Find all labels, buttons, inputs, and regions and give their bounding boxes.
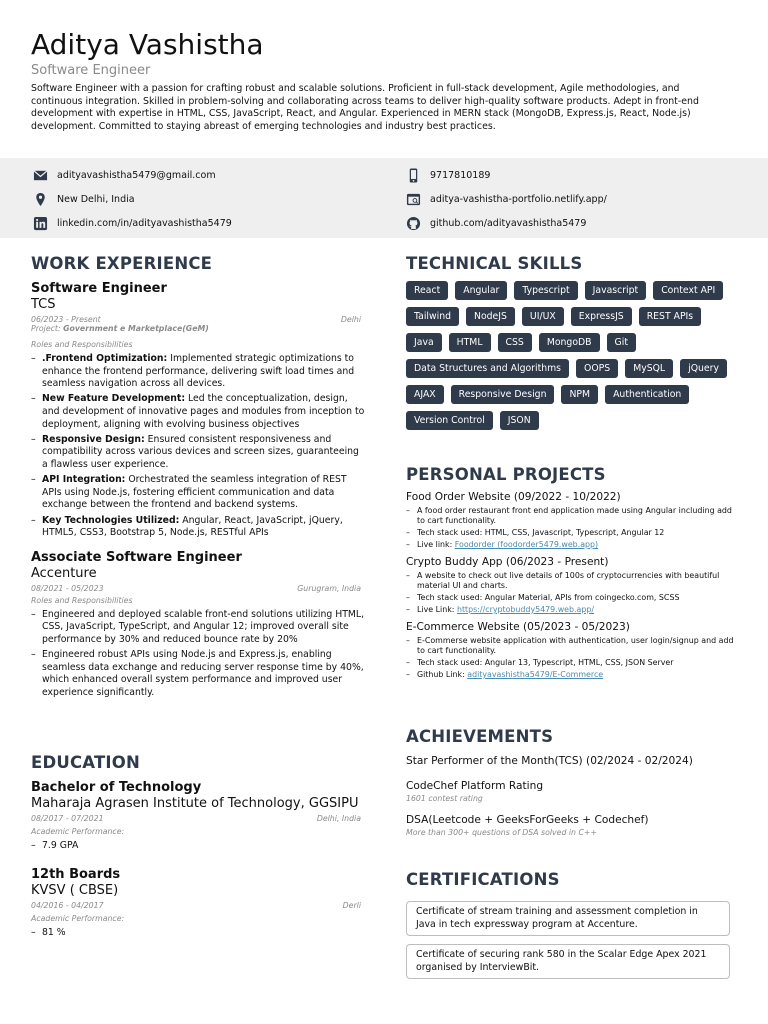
contact-portfolio[interactable] [406,192,607,207]
list-item: – E-Commerse website application with authentication, user login/signup and add to cart functionality. [406,636,736,656]
education-section [31,753,366,942]
bullet-text: Implemented strategic optimizations to enhance the frontend performance, delivering swift load times and seamless navigation across all devices. [42,353,355,390]
project-details [406,571,736,615]
list-item: – Tech stack used: HTML, CSS, Javascript, Typescript, Angular 12 [406,528,736,538]
degree-name: 12th Boards [31,866,121,882]
mobile-phone-icon [406,168,421,183]
project-live-link[interactable]: Foodorder (foodorder5479.web.app) [454,540,599,549]
skill-tag: HTML [449,333,491,352]
project-title: Food Order Website (09/2022 - 10/2022) [406,491,621,503]
project-entry [406,556,736,615]
full-name: Aditya Vashistha [31,28,264,61]
achievement-title: DSA(Leetcode + GeeksForGeeks + Codechef) [406,814,649,826]
education-meta [31,901,361,910]
contact-linkedin[interactable] [33,216,232,231]
project-details [406,636,736,680]
linkedin-icon [33,216,48,231]
email-text: adityavashistha5479@gmail.com [57,170,216,181]
roles-label: Roles and Responsibilities [31,595,133,605]
achievement-desc: 1601 contest rating [406,794,483,803]
link-label: Github Link: [417,670,468,679]
skill-tag: AJAX [406,385,444,404]
link-label: Live Link: [417,605,457,614]
contact-phone[interactable] [406,168,490,183]
job-bullets [31,353,366,540]
academic-performance-label: Academic Performance: [31,827,125,836]
school-name: Maharaja Agrasen Institute of Technology, GGSIPU [31,796,359,811]
skill-tag: UI/UX [522,307,564,326]
certifications-heading: CERTIFICATIONS [406,870,560,889]
skill-tag: Git [607,333,636,352]
certificate-card: Certificate of stream training and assessment completion in Java in tech expressway program at Accenture. [406,901,730,936]
personal-projects-section [406,465,736,682]
linkedin-text: linkedin.com/in/adityavashistha5479 [57,218,232,229]
browser-window-icon [406,192,421,207]
job-title: Software Engineer [31,281,167,296]
education-meta [31,814,361,823]
project-github-link[interactable]: adityavashistha5479/E-Commerce [467,670,604,679]
skill-tag: Java [406,333,442,352]
job-title: Associate Software Engineer [31,549,242,565]
skills-tags [406,281,736,437]
contact-email[interactable] [33,168,216,183]
list-item: – A food order restaurant front end application made using Angular including add to cart functionality. [406,506,736,526]
job-entry [31,550,366,700]
job-meta [31,584,361,593]
achievement-desc: More than 300+ questions of DSA solved in C++ [406,828,597,837]
job-location: Gurugram, India [297,583,361,593]
bullet-text: Orchestrated the seamless integration of REST APIs using Node.js, fostering efficient communication and data exchange between the frontend and backend systems. [42,474,347,511]
job-entry [31,281,366,540]
education-dates: 04/2016 - 04/2017 [31,900,104,910]
degree-name: Bachelor of Technology [31,780,202,795]
education-heading: EDUCATION [31,753,140,772]
achievement-title: CodeChef Platform Rating [406,780,544,792]
github-text: github.com/adityavashistha5479 [430,218,587,229]
project-name: Government e Marketplace(GeM) [63,324,209,333]
skill-tag: NodeJS [466,307,515,326]
skill-tag: React [406,281,448,300]
list-item: – 81 % [31,927,366,940]
bullet-label: New Feature Development: [42,393,186,405]
project-label: Project: [31,324,64,333]
skill-tag: Data Structures and Algorithms [406,359,569,378]
list-item [406,670,736,680]
skill-tag: MongoDB [539,333,600,352]
project-live-link[interactable]: https://cryptobuddy5479.web.app/ [456,605,595,614]
list-item: – Engineered robust APIs using Node.js and Express.js, enabling seamless data exchange and reducing server response time by 40%, which enhanced overall system performance and improved user experience significantly. [31,649,366,699]
achievements-heading: ACHIEVEMENTS [406,727,554,746]
achievement-entry [406,780,736,804]
education-dates: 08/2017 - 07/2021 [31,814,104,823]
school-name: KVSV ( CBSE) [31,882,119,898]
academic-performance-label: Academic Performance: [31,913,125,923]
skill-tag: Angular [455,281,507,300]
portfolio-text: aditya-vashistha-portfolio.netlify.app/ [430,194,607,205]
skill-tag: Tailwind [406,307,459,326]
profile-summary: Software Engineer with a passion for crafting robust and scalable solutions. Proficient in full-stack development, Agile methodologies, and continuous integration. Skilled in problem-solving and collaborating across teams to deliver high-quality software products. Adept in front-end development with expertise in HTML, CSS, JavaScript, React, and Angular. Experienced in MERN stack (MongoDB, Express.js, React, Node.js) development. Committed to staying abreast of emerging technologies and industry best practices. [31,83,699,132]
bullet-text: Ensured consistent responsiveness and compatibility across various devices and screen sizes, guaranteeing a flawless user experience. [42,433,359,470]
skill-tag: Version Control [406,411,493,430]
work-experience-section [31,254,366,702]
link-label: Live link: [417,540,455,549]
skill-tag: jQuery [680,359,727,378]
list-item [406,605,736,615]
education-bullets [31,927,366,940]
skill-tag: NPM [561,385,598,404]
list-item: – Tech stack used: Angular 13, Typescript, HTML, CSS, JSON Server [406,658,736,668]
list-item: – A website to check out live details of 100s of cryptocurrencies with beautiful material UI and charts. [406,571,736,591]
education-entry [31,867,366,940]
project-entry [406,621,736,680]
job-location: Delhi [340,315,361,324]
bullet-label: Key Technologies Utilized: [42,514,180,526]
skill-tag: Authentication [605,385,689,404]
job-meta [31,315,361,324]
list-item: – Engineered and deployed scalable front-end solutions utilizing HTML, CSS, JavaScript, TypeScript, and Angular 12; improved overall site performance by 30% and reduced bounce rate by 20% [31,609,366,647]
roles-label: Roles and Responsibilities [31,340,133,349]
resume-header [31,28,731,133]
phone-text: 9717810189 [430,170,491,181]
personal-projects-heading: PERSONAL PROJECTS [406,465,606,484]
certificate-card: Certificate of securing rank 580 in the Scalar Edge Apex 2021 organised by InterviewBit. [406,944,730,979]
list-item [31,353,366,391]
technical-skills-heading: TECHNICAL SKILLS [406,254,583,273]
project-entry [406,491,736,550]
skill-tag: REST APIs [639,307,701,326]
list-item [31,434,366,472]
github-icon [406,216,421,231]
education-entry [31,780,366,853]
skill-tag: Typescript [514,281,577,300]
bullet-text: Led the conceptualization, design, and development of innovative pages and modules from inception to deployment, aligning with evolving business objectives [42,393,365,430]
list-item: – 7.9 GPA [31,840,366,853]
achievement-title: Star Performer of the Month(TCS) (02/2024 - 02/2024) [406,755,693,767]
map-pin-icon [33,192,48,207]
technical-skills-section [406,254,736,437]
contact-band [0,158,768,238]
achievement-entry [406,814,736,838]
skill-tag: MySQL [625,359,673,378]
project-title: E-Commerce Website (05/2023 - 05/2023) [406,621,630,633]
bullet-label: .Frontend Optimization: [42,353,168,364]
list-item [31,393,366,431]
job-dates: 08/2021 - 05/2023 [31,583,104,593]
location-text: New Delhi, India [57,194,135,205]
skill-tag: Javascript [585,281,647,300]
skill-tag: ExpressJS [571,307,632,326]
bullet-label: Responsive Design: [42,433,145,445]
skill-tag: OOPS [576,359,618,378]
skill-tag: Context API [653,281,723,300]
education-location: Derli [342,900,361,910]
achievements-section [406,727,736,838]
list-item [31,474,366,512]
contact-location [33,192,135,207]
job-bullets [31,609,366,700]
envelope-icon [33,168,48,183]
contact-github[interactable] [406,216,586,231]
certifications-section [406,870,736,979]
skill-tag: Responsive Design [451,385,555,404]
company-name: TCS [31,297,56,312]
job-dates: 06/2023 - Present [31,315,101,324]
bullet-label: API Integration: [42,474,126,486]
list-item: – Tech stack used: Angular Material, APIs from coingecko.com, SCSS [406,593,736,603]
job-project [31,324,366,334]
bullet-text: Angular, React, JavaScript, jQuery, HTML5, CSS3, Bootstrap 5, Node.js, RESTful APIs [42,514,343,539]
job-role: Software Engineer [31,63,151,78]
education-bullets [31,840,366,853]
list-item [406,540,736,550]
project-details [406,506,736,550]
work-experience-heading: WORK EXPERIENCE [31,254,213,273]
company-name: Accenture [31,565,97,581]
education-location: Delhi, India [316,814,361,823]
skill-tag: CSS [498,333,532,352]
list-item [31,515,366,540]
project-title: Crypto Buddy App (06/2023 - Present) [406,556,609,568]
achievement-entry [406,755,736,768]
skill-tag: JSON [500,411,539,430]
